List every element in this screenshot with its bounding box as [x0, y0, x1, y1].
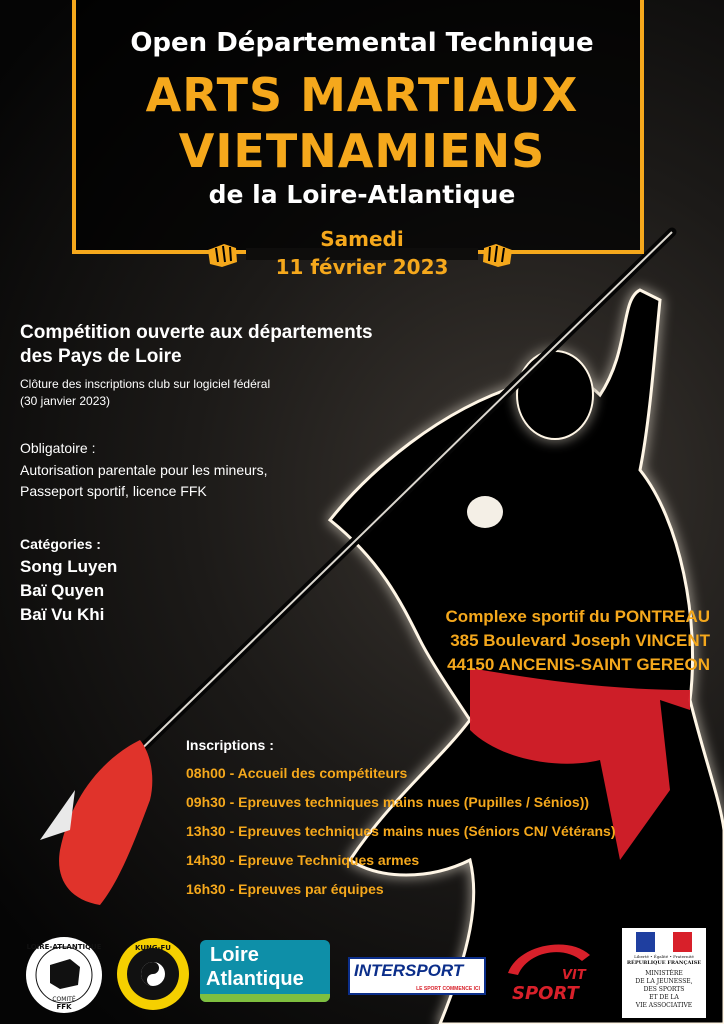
min-line1: MINISTÈRE	[645, 970, 683, 977]
vit-text: VIT	[562, 968, 586, 983]
category-item: Song Luyen	[20, 557, 118, 576]
fighter-head	[517, 351, 593, 439]
subtitle: de la Loire-Atlantique	[208, 180, 516, 209]
ministere-logo	[622, 928, 706, 1018]
competition-line2: des Pays de Loire	[20, 346, 182, 367]
schedule-item: 13h30 - Epreuves techniques mains nues (Séniors CN/ Vétérans)	[186, 823, 616, 839]
min-line5: VIE ASSOCIATIVE	[635, 1002, 693, 1009]
mandatory-title: Obligatoire :	[20, 440, 96, 456]
intersport-tagline: LE SPORT COMMENCE ICI	[416, 986, 480, 992]
rf-name: RÉPUBLIQUE FRANÇAISE	[626, 960, 702, 966]
min-line3: DES SPORTS	[643, 986, 685, 993]
atlantique-text: Atlantique	[206, 968, 304, 990]
event-date: 11 février 2023	[275, 255, 449, 279]
loire-text: Loire	[210, 944, 259, 966]
mandatory-line1: Autorisation parentale pour les mineurs,	[20, 462, 268, 478]
intersport-logo	[348, 957, 486, 995]
venue-line1: Complexe sportif du PONTREAU	[445, 607, 710, 626]
venue-line2: 385 Boulevard Joseph VINCENT	[450, 631, 710, 650]
ffk-top-text: LOIRE-ATLANTIQUE	[26, 943, 102, 951]
closing-line1: Clôture des inscriptions club sur logiciel fédéral	[20, 377, 271, 391]
ffk-comite-text: COMITÉ	[52, 996, 76, 1003]
event-day: Samedi	[320, 227, 404, 251]
schedule-title: Inscriptions :	[186, 737, 274, 753]
ffk-bottom-text: FFK	[56, 1003, 72, 1011]
closing-line2: (30 janvier 2023)	[20, 394, 111, 408]
rf-motto: Liberté • Égalité • Fraternité	[634, 954, 694, 959]
category-item: Baï Vu Khi	[20, 605, 105, 624]
schedule-item: 14h30 - Epreuve Techniques armes	[186, 852, 420, 868]
title-line1: ARTS MARTIAUX	[145, 68, 579, 122]
fighter-hand	[467, 496, 503, 528]
title-line2: VIETNAMIENS	[178, 124, 546, 178]
mandatory-line2: Passeport sportif, licence FFK	[20, 483, 207, 499]
kungfu-text: KUNG-FU	[135, 944, 171, 952]
categories-title: Catégories :	[20, 536, 101, 552]
header-line1: Open Départemental Technique	[130, 28, 594, 58]
competition-line1: Compétition ouverte aux départements	[20, 322, 373, 343]
loire-atlantique-logo	[200, 940, 330, 1002]
schedule-item: 16h30 - Epreuves par équipes	[186, 881, 384, 897]
min-line4: ET DE LA	[649, 994, 679, 1001]
ffk-comite-logo	[20, 935, 108, 1020]
red-tassel	[59, 740, 152, 905]
schedule-item: 08h00 - Accueil des compétiteurs	[186, 765, 408, 781]
category-item: Baï Quyen	[20, 581, 105, 600]
sport-text: SPORT	[512, 983, 579, 1004]
intersport-text: INTERSPORT	[354, 961, 464, 980]
kungfu-logo	[115, 936, 191, 1012]
venue-line3: 44150 ANCENIS-SAINT GEREON	[447, 655, 710, 674]
schedule-item: 09h30 - Epreuves techniques mains nues (Pupilles / Sénios))	[186, 794, 590, 810]
min-line2: DE LA JEUNESSE,	[635, 978, 693, 985]
vit-sport-logo	[498, 935, 594, 1007]
